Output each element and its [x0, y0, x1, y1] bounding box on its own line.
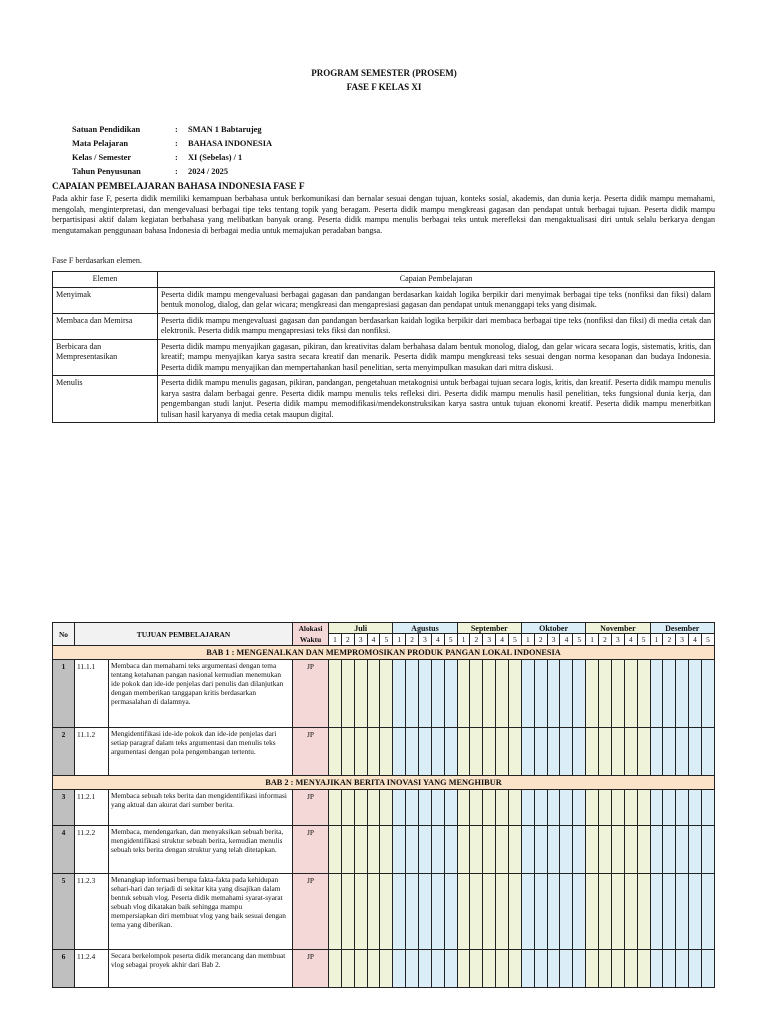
week-number: 3: [676, 634, 689, 646]
tp-code: 11.2.4: [75, 950, 109, 988]
week-number: 2: [341, 634, 354, 646]
tp-description: Secara berkelompok peserta didik merancang dan membuat vlog sebagai proyek akhir dari Bab 2.: [109, 950, 293, 988]
week-cell: [599, 874, 612, 950]
week-cell: [611, 660, 624, 728]
week-cell: [547, 660, 560, 728]
week-cell: [329, 874, 342, 950]
alokasi-cell: JP: [293, 660, 329, 728]
header-alokasi: Alokasi Waktu: [293, 623, 329, 646]
week-cell: [419, 950, 432, 988]
week-cell: [470, 790, 483, 826]
info-row-tahun: Tahun Penyusunan : 2024 / 2025: [72, 167, 229, 176]
week-cell: [393, 874, 406, 950]
week-cell: [547, 728, 560, 776]
week-number: 1: [650, 634, 663, 646]
tp-code: 11.1.1: [75, 660, 109, 728]
week-cell: [534, 950, 547, 988]
week-cell: [444, 874, 457, 950]
week-cell: [701, 728, 714, 776]
week-cell: [496, 950, 509, 988]
week-cell: [457, 790, 470, 826]
col-capaian: Capaian Pembelajaran: [158, 272, 715, 288]
week-cell: [560, 790, 573, 826]
week-cell: [547, 826, 560, 874]
week-cell: [354, 790, 367, 826]
week-number: 3: [547, 634, 560, 646]
week-cell: [367, 826, 380, 874]
week-cell: [624, 950, 637, 988]
info-label: Kelas / Semester: [72, 153, 132, 162]
tp-code: 11.2.1: [75, 790, 109, 826]
week-cell: [483, 950, 496, 988]
elemen-cell: Menyimak: [53, 287, 158, 313]
header-tujuan: TUJUAN PEMBELAJARAN: [75, 623, 293, 646]
schedule-table: [52, 622, 715, 988]
week-cell: [573, 826, 586, 874]
week-cell: [406, 826, 419, 874]
week-cell: [367, 728, 380, 776]
week-cell: [380, 826, 393, 874]
week-number: 4: [624, 634, 637, 646]
week-cell: [624, 826, 637, 874]
tp-description: Mengidentifikasi ide-ide pokok dan ide-ide penjelas dari setiap paragraf dalam teks argumentasi dan menulis teks argumentasi dengan pola pengembangan tertentu.: [109, 728, 293, 776]
capaian-table: [52, 271, 715, 423]
week-number: 5: [637, 634, 650, 646]
week-number: 4: [431, 634, 444, 646]
month-header: November: [586, 623, 650, 634]
capaian-cell: Peserta didik mampu mengevaluasi berbagai gagasan dan pandangan berdasarkan kaidah logika berpikir dari menyimak berbagai tipe teks (nonfiksi dan fiksi) dalam bentuk monolog, dialog, dan gelar wicara; mengkreasi dan mengapresiasi gagasan dan pendapat untuk menanggapi teks yang disimak.: [158, 287, 715, 313]
week-number: 4: [367, 634, 380, 646]
info-value: BAHASA INDONESIA: [188, 139, 273, 148]
week-cell: [637, 950, 650, 988]
week-cell: [663, 728, 676, 776]
week-cell: [393, 826, 406, 874]
bab-title: BAB 2 : MENYAJIKAN BERITA INOVASI YANG MENGHIBUR: [53, 776, 715, 790]
table-row: [53, 728, 715, 776]
row-number: 5: [53, 874, 75, 950]
week-cell: [599, 790, 612, 826]
week-number: 2: [406, 634, 419, 646]
week-cell: [483, 660, 496, 728]
week-cell: [701, 874, 714, 950]
week-cell: [624, 874, 637, 950]
week-cell: [483, 790, 496, 826]
week-cell: [573, 728, 586, 776]
tp-code: 11.2.2: [75, 826, 109, 874]
alokasi-cell: JP: [293, 728, 329, 776]
info-value: 2024 / 2025: [188, 167, 229, 176]
week-cell: [393, 660, 406, 728]
month-header: Oktober: [521, 623, 585, 634]
week-cell: [521, 728, 534, 776]
table-row: [53, 376, 715, 423]
elemen-cell: Menulis: [53, 376, 158, 423]
week-cell: [367, 790, 380, 826]
week-cell: [689, 728, 702, 776]
row-number: 2: [53, 728, 75, 776]
capaian-paragraph: Pada akhir fase F, peserta didik memiliki kemampuan berbahasa untuk berkomunikasi dan bernalar sesuai dengan tujuan, konteks sosial, akademis, dan dunia kerja. Peserta didik mampu memahami, mengolah, menginterpretasi, dan mengevaluasi berbagai tipe teks tentang topik yang beragam. Peserta didik mampu mengkreasi gagasan dan pendapat untuk berbagai tujuan. Peserta didik mampu berpartisipasi aktif dalam kegiatan berbahasa yang melibatkan banyak orang. Peserta didik mampu menulis berbagai teks untuk merefleksi dan mengaktualisasi diri untuk selalu berkarya dengan mengutamakan penggunaan bahasa Indonesia di berbagai media untuk memajukan peradaban bangsa.: [52, 194, 715, 235]
week-cell: [496, 790, 509, 826]
info-row-kelas: Kelas / Semester : XI (Sebelas) / 1: [72, 153, 243, 162]
week-cell: [329, 728, 342, 776]
week-cell: [521, 790, 534, 826]
row-number: 6: [53, 950, 75, 988]
week-cell: [470, 728, 483, 776]
tp-description: Menangkap informasi berupa fakta-fakta pada kehidupan sehari-hari dan terjadi di sekitar kita yang disajikan dalam bentuk sebuah vlog. Peserta didik memahami syarat-syarat sebuah vlog dikatakan baik sehingga mampu mempersiapkan diri membuat vlog yang baik sesuai dengan tema yang diberikan.: [109, 874, 293, 950]
week-cell: [637, 660, 650, 728]
table-row: [53, 660, 715, 728]
week-cell: [663, 826, 676, 874]
week-cell: [650, 790, 663, 826]
bab-title: BAB 1 : MENGENALKAN DAN MEMPROMOSIKAN PRODUK PANGAN LOKAL INDONESIA: [53, 646, 715, 660]
capaian-heading: CAPAIAN PEMBELAJARAN BAHASA INDONESIA FASE F: [52, 182, 305, 192]
capaian-cell: Peserta didik mampu menyajikan gagasan, pikiran, dan kreativitas dalam berbahasa dalam bentuk monolog, dialog, dan gelar wicara secara logis, sistematis, kritis, dan kreatif; mampu menyajikan karya sastra secara kreatif dan menarik. Peserta didik mampu mengkreasi teks sesuai dengan norma kesopanan dan budaya Indonesia. Peserta didik mampu menyajikan dan mempertahankan hasil penelitian, serta menyimpulkan masukan dari mitra diskusi.: [158, 339, 715, 376]
week-cell: [521, 950, 534, 988]
bab-row: [53, 646, 715, 660]
bab-row: [53, 776, 715, 790]
week-cell: [624, 728, 637, 776]
week-cell: [534, 728, 547, 776]
week-cell: [637, 728, 650, 776]
week-cell: [341, 950, 354, 988]
week-number: 1: [457, 634, 470, 646]
info-value: SMAN 1 Babtarujeg: [188, 125, 262, 134]
week-cell: [586, 728, 599, 776]
week-cell: [573, 790, 586, 826]
week-cell: [624, 790, 637, 826]
week-cell: [676, 728, 689, 776]
week-cell: [483, 728, 496, 776]
week-number: 3: [354, 634, 367, 646]
week-cell: [406, 660, 419, 728]
week-cell: [341, 660, 354, 728]
week-cell: [393, 728, 406, 776]
month-header: Agustus: [393, 623, 457, 634]
week-cell: [354, 950, 367, 988]
alokasi-cell: JP: [293, 790, 329, 826]
month-header: Juli: [329, 623, 393, 634]
week-cell: [676, 874, 689, 950]
week-cell: [547, 790, 560, 826]
week-cell: [470, 826, 483, 874]
week-cell: [534, 826, 547, 874]
week-cell: [611, 950, 624, 988]
week-cell: [496, 728, 509, 776]
week-cell: [689, 660, 702, 728]
week-cell: [380, 790, 393, 826]
week-cell: [611, 874, 624, 950]
row-number: 1: [53, 660, 75, 728]
week-cell: [701, 950, 714, 988]
week-cell: [444, 728, 457, 776]
week-cell: [547, 950, 560, 988]
week-cell: [586, 950, 599, 988]
month-header: September: [457, 623, 521, 634]
week-cell: [444, 790, 457, 826]
week-cell: [509, 950, 522, 988]
week-cell: [560, 826, 573, 874]
tp-code: 11.1.2: [75, 728, 109, 776]
week-cell: [637, 874, 650, 950]
week-cell: [573, 950, 586, 988]
week-cell: [341, 728, 354, 776]
week-cell: [393, 950, 406, 988]
week-cell: [509, 874, 522, 950]
week-cell: [419, 826, 432, 874]
table-row: [53, 826, 715, 874]
week-cell: [393, 790, 406, 826]
week-cell: [367, 874, 380, 950]
week-cell: [419, 728, 432, 776]
week-cell: [406, 874, 419, 950]
week-cell: [573, 660, 586, 728]
week-number: 2: [599, 634, 612, 646]
week-cell: [560, 874, 573, 950]
week-cell: [444, 950, 457, 988]
week-cell: [444, 660, 457, 728]
week-cell: [663, 874, 676, 950]
week-cell: [431, 728, 444, 776]
week-cell: [431, 950, 444, 988]
week-cell: [701, 790, 714, 826]
week-cell: [650, 950, 663, 988]
week-number: 3: [611, 634, 624, 646]
week-cell: [599, 660, 612, 728]
week-cell: [560, 950, 573, 988]
week-cell: [560, 728, 573, 776]
week-number: 5: [444, 634, 457, 646]
week-cell: [509, 826, 522, 874]
week-cell: [650, 826, 663, 874]
week-cell: [521, 874, 534, 950]
week-number: 5: [701, 634, 714, 646]
week-cell: [547, 874, 560, 950]
week-cell: [380, 874, 393, 950]
table-row: [53, 874, 715, 950]
week-cell: [689, 874, 702, 950]
week-cell: [701, 826, 714, 874]
week-cell: [650, 874, 663, 950]
week-cell: [689, 950, 702, 988]
week-cell: [496, 874, 509, 950]
table-row: [53, 339, 715, 376]
row-number: 3: [53, 790, 75, 826]
week-cell: [521, 660, 534, 728]
week-cell: [624, 660, 637, 728]
tp-description: Membaca dan memahami teks argumentasi dengan tema tentang ketahanan pangan nasional kemudian menemukan ide pokok dan ide-ide penjelas dari penulis dan dilanjutkan dengan memberikan tanggapan kritis berdasarkan permasalahan di dalamnya.: [109, 660, 293, 728]
row-number: 4: [53, 826, 75, 874]
week-cell: [689, 790, 702, 826]
alokasi-cell: JP: [293, 950, 329, 988]
week-cell: [341, 790, 354, 826]
week-cell: [663, 790, 676, 826]
schedule-header-row: [53, 623, 715, 634]
week-cell: [354, 826, 367, 874]
alokasi-cell: JP: [293, 826, 329, 874]
month-header: Desember: [650, 623, 715, 634]
week-cell: [380, 728, 393, 776]
info-row-satuan: Satuan Pendidikan : SMAN 1 Babtarujeg: [72, 125, 262, 134]
week-cell: [496, 660, 509, 728]
week-cell: [534, 660, 547, 728]
week-cell: [599, 950, 612, 988]
week-cell: [586, 660, 599, 728]
week-number: 2: [470, 634, 483, 646]
week-cell: [560, 660, 573, 728]
week-cell: [470, 874, 483, 950]
info-label: Mata Pelajaran: [72, 139, 129, 148]
week-cell: [444, 826, 457, 874]
week-cell: [354, 728, 367, 776]
week-cell: [431, 826, 444, 874]
week-cell: [650, 660, 663, 728]
week-cell: [380, 660, 393, 728]
week-number: 1: [393, 634, 406, 646]
week-cell: [676, 950, 689, 988]
week-cell: [419, 874, 432, 950]
week-cell: [406, 790, 419, 826]
week-cell: [611, 826, 624, 874]
week-number: 3: [419, 634, 432, 646]
week-cell: [534, 874, 547, 950]
week-number: 3: [483, 634, 496, 646]
header-no: No: [53, 623, 75, 646]
week-cell: [457, 874, 470, 950]
week-cell: [329, 950, 342, 988]
week-cell: [354, 874, 367, 950]
info-label: Tahun Penyusunan: [72, 167, 141, 176]
elemen-cell: Berbicara dan Mempresentasikan: [53, 339, 158, 376]
week-cell: [496, 826, 509, 874]
week-cell: [701, 660, 714, 728]
week-cell: [329, 826, 342, 874]
week-cell: [341, 826, 354, 874]
week-cell: [509, 790, 522, 826]
week-number: 4: [560, 634, 573, 646]
week-cell: [650, 728, 663, 776]
week-cell: [599, 728, 612, 776]
week-cell: [354, 660, 367, 728]
tp-description: Membaca, mendengarkan, dan menyaksikan sebuah berita, mengidentifikasi struktur sebuah berita, kemudian menulis sebuah teks berita dengan struktur yang telah ditetapkan.: [109, 826, 293, 874]
week-cell: [341, 874, 354, 950]
week-cell: [483, 826, 496, 874]
week-cell: [419, 660, 432, 728]
week-cell: [689, 826, 702, 874]
week-cell: [419, 790, 432, 826]
table-row: [53, 950, 715, 988]
week-cell: [611, 790, 624, 826]
week-number: 1: [329, 634, 342, 646]
table-row: [53, 287, 715, 313]
week-cell: [329, 660, 342, 728]
capaian-cell: Peserta didik mampu mengevaluasi gagasan dan pandangan berdasarkan kaidah logika berpikir dari membaca berbagai tipe teks (nonfiksi dan fiksi) di media cetak dan elektronik. Peserta didik mampu mengapresiasi teks fiksi dan nonfiksi.: [158, 313, 715, 339]
table-row: [53, 790, 715, 826]
elemen-cell: Membaca dan Memirsa: [53, 313, 158, 339]
week-cell: [367, 950, 380, 988]
week-cell: [470, 950, 483, 988]
document-title: PROGRAM SEMESTER (PROSEM): [311, 68, 457, 78]
week-number: 5: [573, 634, 586, 646]
week-cell: [521, 826, 534, 874]
week-cell: [637, 790, 650, 826]
col-elemen: Elemen: [53, 272, 158, 288]
week-cell: [637, 826, 650, 874]
document-subtitle: FASE F KELAS XI: [346, 82, 422, 92]
tp-description: Membaca sebuah teks berita dan mengidentifikasi informasi yang aktual dan akurat dari sumber berita.: [109, 790, 293, 826]
week-cell: [509, 660, 522, 728]
week-cell: [367, 660, 380, 728]
week-cell: [380, 950, 393, 988]
week-cell: [457, 660, 470, 728]
capaian-cell: Peserta didik mampu menulis gagasan, pikiran, pandangan, pengetahuan metakognisi untuk berbagai tujuan secara logis, kritis, dan kreatif. Peserta didik mampu menulis karya sastra dalam berbagai genre. Peserta didik mampu menulis teks refleksi diri. Peserta didik mampu menulis hasil penelitian, teks fungsional dunia kerja, dan pengembangan studi lanjut. Peserta didik mampu memodifikasi/mendekonstruksikan karya sastra untuk tujuan ekonomi kreatif. Peserta didik mampu menerbitkan tulisan hasil karyanya di media cetak maupun digital.: [158, 376, 715, 423]
info-row-mapel: Mata Pelajaran : BAHASA INDONESIA: [72, 139, 273, 148]
week-cell: [457, 950, 470, 988]
week-cell: [663, 950, 676, 988]
info-label: Satuan Pendidikan: [72, 125, 141, 134]
week-cell: [457, 728, 470, 776]
week-number: 2: [663, 634, 676, 646]
info-value: XI (Sebelas) / 1: [188, 153, 243, 162]
week-cell: [676, 660, 689, 728]
week-cell: [431, 660, 444, 728]
week-number: 1: [586, 634, 599, 646]
week-number: 4: [689, 634, 702, 646]
week-cell: [329, 790, 342, 826]
week-cell: [509, 728, 522, 776]
week-cell: [586, 790, 599, 826]
week-number: 5: [509, 634, 522, 646]
week-number: 2: [534, 634, 547, 646]
week-cell: [431, 790, 444, 826]
week-cell: [611, 728, 624, 776]
alokasi-cell: JP: [293, 874, 329, 950]
week-cell: [586, 826, 599, 874]
week-number: 1: [521, 634, 534, 646]
table-row: [53, 313, 715, 339]
week-cell: [586, 874, 599, 950]
week-cell: [534, 790, 547, 826]
week-cell: [663, 660, 676, 728]
week-cell: [406, 728, 419, 776]
fase-note: Fase F berdasarkan elemen.: [52, 256, 142, 265]
week-cell: [676, 790, 689, 826]
week-number: 5: [380, 634, 393, 646]
week-cell: [573, 874, 586, 950]
capaian-table-header: [53, 272, 715, 288]
week-cell: [483, 874, 496, 950]
week-number: 4: [496, 634, 509, 646]
week-cell: [457, 826, 470, 874]
week-cell: [676, 826, 689, 874]
tp-code: 11.2.3: [75, 874, 109, 950]
week-cell: [431, 874, 444, 950]
week-cell: [599, 826, 612, 874]
week-cell: [470, 660, 483, 728]
week-cell: [406, 950, 419, 988]
